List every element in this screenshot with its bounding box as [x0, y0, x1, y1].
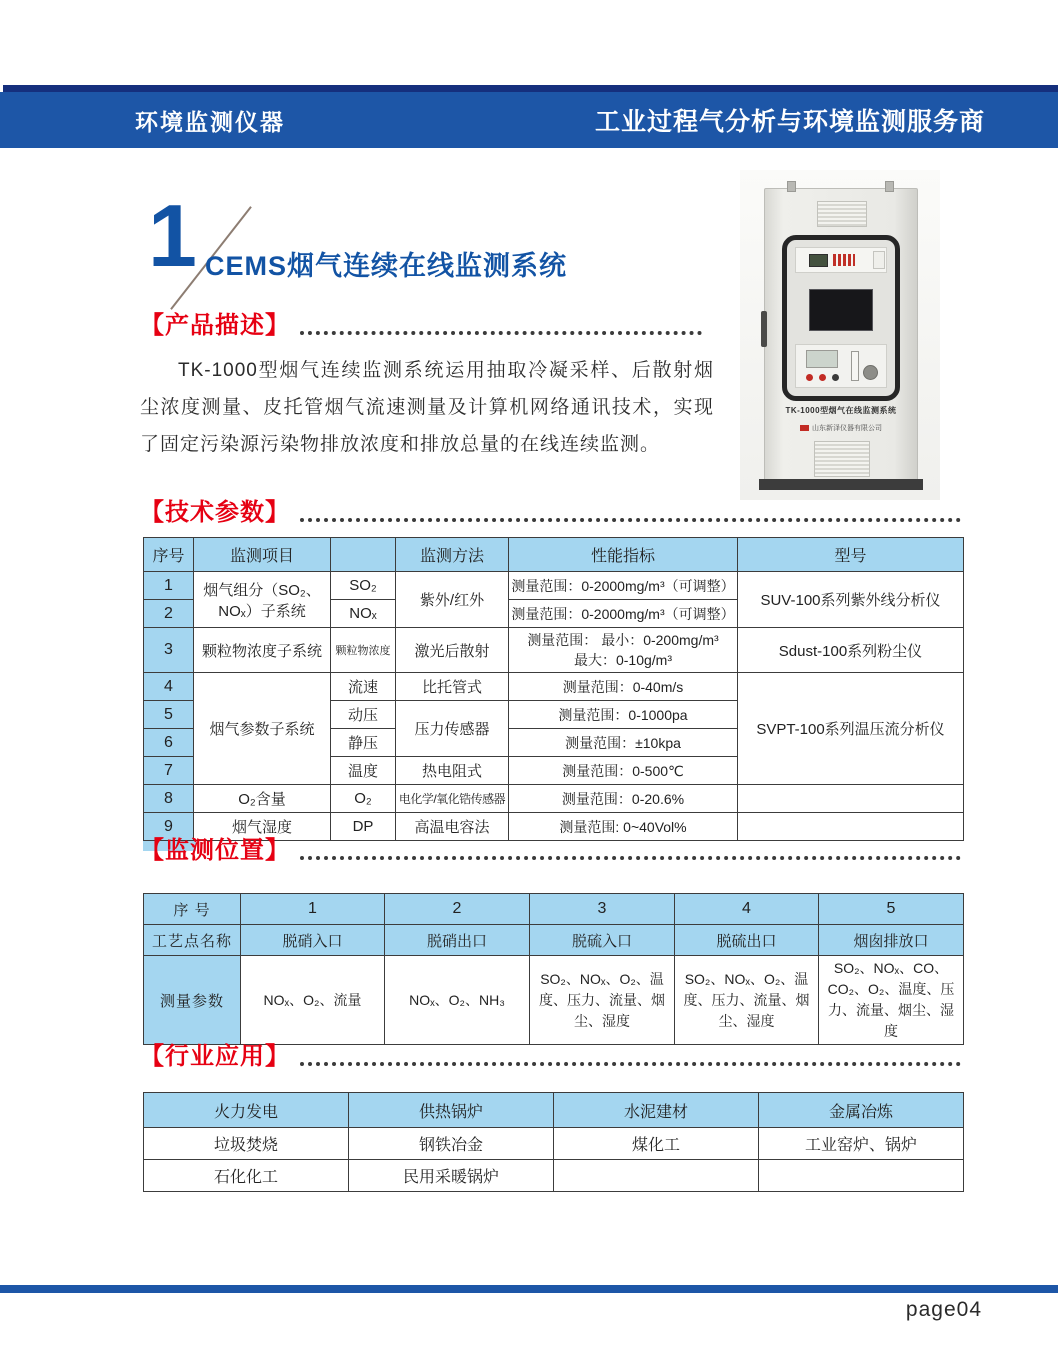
io-panel — [873, 251, 885, 269]
measure-params-cell: SO₂、NOₓ、CO、CO₂、O₂、温度、压力、流量、烟尘、湿度 — [819, 956, 964, 1045]
method-cell: 热电阻式 — [396, 757, 509, 785]
company-logo-icon — [800, 425, 809, 431]
application-cell: 工业窑炉、锅炉 — [759, 1128, 964, 1160]
section-number: 1 — [148, 186, 197, 285]
position-section-heading — [140, 830, 965, 865]
header-right-slogan: 工业过程气分析与环境监测服务商 — [594, 108, 985, 136]
param-cell: DP — [331, 813, 396, 841]
row-number-cell: 8 — [144, 785, 194, 813]
row-number-cell: 9 — [144, 813, 194, 841]
dark-screen — [809, 289, 873, 331]
process-point-cell: 烟囱排放口 — [819, 925, 964, 956]
page-number: page04 — [905, 1298, 982, 1321]
param-cell: 静压 — [331, 729, 396, 757]
application-cell: 垃圾焚烧 — [144, 1128, 349, 1160]
control-instrument — [795, 344, 887, 388]
application-cell — [554, 1160, 759, 1192]
param-cell: 动压 — [331, 701, 396, 729]
table-row — [144, 1128, 964, 1160]
project-cell: O₂含量 — [194, 785, 331, 813]
performance-cell: 测量范围：0-1000pa — [509, 701, 738, 729]
keypad — [833, 254, 855, 266]
method-cell: 激光后散射 — [396, 628, 509, 673]
table-row — [144, 628, 964, 673]
header-bar — [0, 92, 1058, 148]
column-header — [331, 538, 396, 572]
column-header: 性能指标 — [509, 538, 738, 572]
project-cell: 烟气组分（SO₂、NOₓ）子系统 — [194, 572, 331, 628]
measure-params-cell: SO₂、NOₓ、O₂、温度、压力、流量、烟尘、湿度 — [675, 956, 819, 1045]
process-point-cell: 脱硫入口 — [530, 925, 675, 956]
row-number-cell: 7 — [144, 757, 194, 785]
column-header: 型号 — [738, 538, 964, 572]
column-header: 供热锅炉 — [349, 1093, 554, 1128]
table-row — [144, 956, 964, 1045]
measure-params-cell: NOₓ、O₂、流量 — [241, 956, 385, 1045]
table-row — [144, 925, 964, 956]
column-header: 水泥建材 — [554, 1093, 759, 1128]
top-vent — [817, 201, 867, 227]
performance-cell: 测量范围：0-20.6% — [509, 785, 738, 813]
row-number-cell: 4 — [144, 673, 194, 701]
lifting-hook-icon — [787, 181, 796, 192]
measure-params-cell: SO₂、NOₓ、O₂、温度、压力、流量、烟尘、湿度 — [530, 956, 675, 1045]
method-cell: 压力传感器 — [396, 701, 509, 757]
process-point-cell: 脱硝入口 — [241, 925, 385, 956]
performance-cell: 测量范围：0-2000mg/m³（可调整） — [509, 572, 738, 600]
param-cell: 流速 — [331, 673, 396, 701]
dark-indicator — [832, 374, 839, 381]
table-row — [144, 673, 964, 701]
dotted-leader — [300, 856, 961, 860]
method-cell: 紫外/红外 — [396, 572, 509, 628]
row-label-cell: 序 号 — [144, 894, 241, 925]
knob — [863, 365, 878, 380]
row-number-cell: 2 — [144, 600, 194, 628]
table-row — [144, 1160, 964, 1192]
performance-line: 测量范围： 最小：0-200mg/m³ — [527, 632, 719, 648]
bottom-vent — [814, 441, 870, 477]
position-heading: 【监测位置】 — [140, 837, 290, 864]
param-cell: 温度 — [331, 757, 396, 785]
position-table — [143, 893, 964, 1045]
param-cell: SO₂ — [331, 572, 396, 600]
red-indicator — [819, 374, 826, 381]
project-cell: 烟气参数子系统 — [194, 673, 331, 785]
analyzer-instrument — [795, 247, 887, 273]
method-cell: 比托管式 — [396, 673, 509, 701]
application-cell: 民用采暖锅炉 — [349, 1160, 554, 1192]
param-cell: 颗粒物浓度 — [331, 628, 396, 673]
position-number-cell: 3 — [530, 894, 675, 925]
performance-cell: 测量范围：±10kpa — [509, 729, 738, 757]
flow-meter — [851, 351, 859, 381]
dotted-leader — [300, 331, 702, 335]
row-number-cell: 1 — [144, 572, 194, 600]
table-header-row — [144, 538, 964, 572]
application-cell: 钢铁冶金 — [349, 1128, 554, 1160]
method-cell: 电化学/氧化锆传感器 — [396, 785, 509, 813]
measure-params-cell: NOₓ、O₂、NH₃ — [385, 956, 530, 1045]
page-title: CEMS烟气连续在线监测系统 — [205, 251, 568, 281]
table-row — [144, 572, 964, 600]
row-number-cell: 3 — [144, 628, 194, 673]
table-row — [144, 785, 964, 813]
column-header: 金属冶炼 — [759, 1093, 964, 1128]
title-block — [140, 188, 700, 318]
row-number-cell: 6 — [144, 729, 194, 757]
column-header: 监测方法 — [396, 538, 509, 572]
position-table-wrapper — [143, 893, 963, 1045]
column-header: 序号 — [144, 538, 194, 572]
red-indicator — [806, 374, 813, 381]
row-number-cell: 5 — [144, 701, 194, 729]
project-cell: 烟气湿度 — [194, 813, 331, 841]
application-cell — [759, 1160, 964, 1192]
cabinet — [764, 188, 918, 482]
footer-divider — [0, 1285, 1058, 1293]
column-header: 火力发电 — [144, 1093, 349, 1128]
application-section-heading — [140, 1036, 965, 1071]
application-cell: 煤化工 — [554, 1128, 759, 1160]
position-number-cell: 5 — [819, 894, 964, 925]
row-label-cell: 工艺点名称 — [144, 925, 241, 956]
small-display — [806, 350, 838, 368]
description-heading: 【产品描述】 — [140, 312, 290, 339]
tech-heading: 【技术参数】 — [140, 499, 290, 526]
project-cell: 颗粒物浓度子系统 — [194, 628, 331, 673]
performance-cell: 测量范围: 0~40Vol% — [509, 813, 738, 841]
lcd-display — [809, 254, 828, 267]
performance-cell: 测量范围：0-40m/s — [509, 673, 738, 701]
header-banner — [0, 85, 1058, 148]
dotted-leader — [300, 518, 961, 522]
description-section-heading — [140, 305, 706, 340]
model-cell — [738, 785, 964, 813]
product-photo — [740, 170, 940, 500]
column-header: 监测项目 — [194, 538, 331, 572]
cabinet-window — [782, 235, 900, 401]
param-cell: NOₓ — [331, 600, 396, 628]
tech-table-wrapper — [143, 537, 963, 841]
header-left-title: 环境监测仪器 — [135, 108, 285, 135]
performance-cell — [509, 628, 738, 673]
row-label-cell: 测量参数 — [144, 956, 241, 1045]
position-number-cell: 4 — [675, 894, 819, 925]
cabinet-company — [765, 423, 917, 433]
header-dark-strip — [3, 85, 1058, 92]
process-point-cell: 脱硝出口 — [385, 925, 530, 956]
cabinet-base — [759, 479, 923, 490]
lifting-hook-icon — [885, 181, 894, 192]
company-name: 山东新泽仪器有限公司 — [812, 425, 882, 432]
application-table — [143, 1092, 964, 1192]
position-number-cell: 1 — [241, 894, 385, 925]
dotted-leader — [300, 1062, 961, 1066]
cabinet-label: TK-1000型烟气在线监测系统 — [785, 406, 897, 415]
model-cell: SVPT-100系列温压流分析仪 — [738, 673, 964, 785]
model-cell: Sdust-100系列粉尘仪 — [738, 628, 964, 673]
tech-section-heading — [140, 492, 965, 527]
tech-params-table — [143, 537, 964, 841]
model-cell: SUV-100系列紫外线分析仪 — [738, 572, 964, 628]
performance-line: 最大：0-10g/m³ — [573, 652, 673, 668]
application-table-wrapper — [143, 1092, 963, 1192]
method-cell: 高温电容法 — [396, 813, 509, 841]
table-header-row — [144, 1093, 964, 1128]
performance-cell: 测量范围：0-500℃ — [509, 757, 738, 785]
application-heading: 【行业应用】 — [140, 1043, 290, 1070]
position-number-cell: 2 — [385, 894, 530, 925]
table-row — [144, 894, 964, 925]
param-cell: O₂ — [331, 785, 396, 813]
description-paragraph: TK-1000型烟气连续监测系统运用抽取冷凝采样、后散射烟尘浓度测量、皮托管烟气流速测量及计算机网络通讯技术，实现了固定污染源污染物排放浓度和排放总量的在线连续监测。 — [140, 360, 714, 455]
performance-cell: 测量范围：0-2000mg/m³（可调整） — [509, 600, 738, 628]
application-cell: 石化化工 — [144, 1160, 349, 1192]
door-handle — [761, 311, 767, 347]
process-point-cell: 脱硫出口 — [675, 925, 819, 956]
